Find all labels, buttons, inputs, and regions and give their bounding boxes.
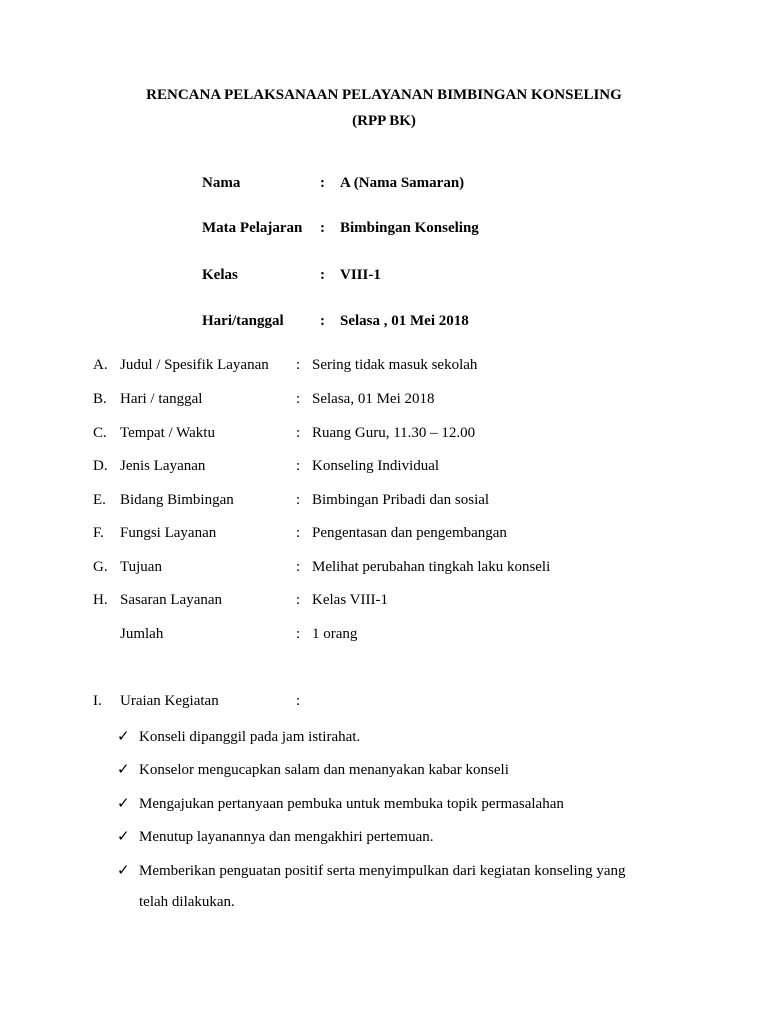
header-field-kelas xyxy=(202,267,381,284)
section-value: Sering tidak masuk sekolah xyxy=(312,357,478,373)
section-row-c xyxy=(93,425,475,442)
field-label: Hari/tanggal xyxy=(202,313,284,329)
section-value: Kelas VIII-1 xyxy=(312,592,388,608)
section-letter: E. xyxy=(93,492,106,508)
field-label: Nama xyxy=(202,175,241,191)
field-value: VIII-1 xyxy=(340,267,381,283)
section-value: Pengentasan dan pengembangan xyxy=(312,525,507,541)
section-letter: G. xyxy=(93,559,108,575)
section-row-d xyxy=(93,458,439,475)
checkmark-icon: ✓ xyxy=(117,829,130,845)
section-value: Bimbingan Pribadi dan sosial xyxy=(312,492,490,508)
section-value: Melihat perubahan tingkah laku konseli xyxy=(312,559,551,575)
activity-item xyxy=(117,760,509,779)
field-label: Mata Pelajaran xyxy=(202,220,303,236)
checkmark-icon: ✓ xyxy=(117,762,130,778)
section-letter: C. xyxy=(93,425,107,441)
section-row-a xyxy=(93,357,477,374)
section-letter: B. xyxy=(93,391,107,407)
section-label: Tempat / Waktu xyxy=(120,425,215,441)
field-colon: : xyxy=(320,313,325,329)
activity-text: Konseli dipanggil pada jam istirahat. xyxy=(139,729,361,745)
section-row-e xyxy=(93,492,489,509)
section-value: Ruang Guru, 11.30 – 12.00 xyxy=(312,425,476,441)
field-value: A (Nama Samaran) xyxy=(340,175,465,191)
section-label: Fungsi Layanan xyxy=(120,525,217,541)
section-value: 1 orang xyxy=(312,626,358,642)
activity-item xyxy=(117,861,626,880)
section-label: Jenis Layanan xyxy=(120,458,206,474)
section-letter: D. xyxy=(93,458,108,474)
section-colon: : xyxy=(296,357,301,373)
field-colon: : xyxy=(320,175,325,191)
section-colon: : xyxy=(296,492,301,508)
activity-item xyxy=(117,794,564,813)
section-label: Tujuan xyxy=(120,559,162,575)
activity-text: Menutup layanannya dan mengakhiri pertemuan. xyxy=(139,829,434,845)
field-colon: : xyxy=(320,220,325,236)
section-row-f xyxy=(93,525,507,542)
checkmark-icon: ✓ xyxy=(117,863,130,879)
field-colon: : xyxy=(320,267,325,283)
activity-item xyxy=(117,827,434,846)
section-row-i xyxy=(93,693,312,710)
activity-continuation: telah dilakukan. xyxy=(139,894,235,910)
section-label: Jumlah xyxy=(120,626,164,642)
section-colon: : xyxy=(296,693,301,709)
field-label: Kelas xyxy=(202,267,238,283)
section-colon: : xyxy=(296,391,301,407)
activity-item xyxy=(117,727,360,746)
section-letter: H. xyxy=(93,592,108,608)
section-label: Judul / Spesifik Layanan xyxy=(120,357,269,373)
section-colon: : xyxy=(296,592,301,608)
activity-text: Konselor mengucapkan salam dan menanyakan kabar konseli xyxy=(139,762,509,778)
section-label: Hari / tanggal xyxy=(120,391,203,407)
document-title: RENCANA PELAKSANAAN PELAYANAN BIMBINGAN KONSELING xyxy=(146,87,622,103)
section-colon: : xyxy=(296,458,301,474)
section-label: Uraian Kegiatan xyxy=(120,693,219,709)
section-colon: : xyxy=(296,525,301,541)
header-field-mata-pelajaran xyxy=(202,220,479,237)
section-value: Selasa, 01 Mei 2018 xyxy=(312,391,435,407)
field-value: Selasa , 01 Mei 2018 xyxy=(340,313,469,329)
section-colon: : xyxy=(296,626,301,642)
section-letter: I. xyxy=(93,693,102,709)
section-letter: A. xyxy=(93,357,108,373)
checkmark-icon: ✓ xyxy=(117,796,130,812)
document-subtitle: (RPP BK) xyxy=(352,113,416,129)
section-value: Konseling Individual xyxy=(312,458,440,474)
field-value: Bimbingan Konseling xyxy=(340,220,479,236)
section-row-g xyxy=(93,559,550,576)
header-field-hari-tanggal xyxy=(202,313,469,330)
section-colon: : xyxy=(296,559,301,575)
header-field-nama xyxy=(202,175,464,192)
section-colon: : xyxy=(296,425,301,441)
section-label: Sasaran Layanan xyxy=(120,592,223,608)
section-row-jumlah xyxy=(93,626,357,643)
activity-text: Mengajukan pertanyaan pembuka untuk membuka topik permasalahan xyxy=(139,796,564,812)
checkmark-icon: ✓ xyxy=(117,729,130,745)
section-label: Bidang Bimbingan xyxy=(120,492,234,508)
section-row-h xyxy=(93,592,388,609)
activity-text: Memberikan penguatan positif serta menyimpulkan dari kegiatan konseling yang xyxy=(139,863,626,879)
section-row-b xyxy=(93,391,434,408)
section-letter: F. xyxy=(93,525,104,541)
